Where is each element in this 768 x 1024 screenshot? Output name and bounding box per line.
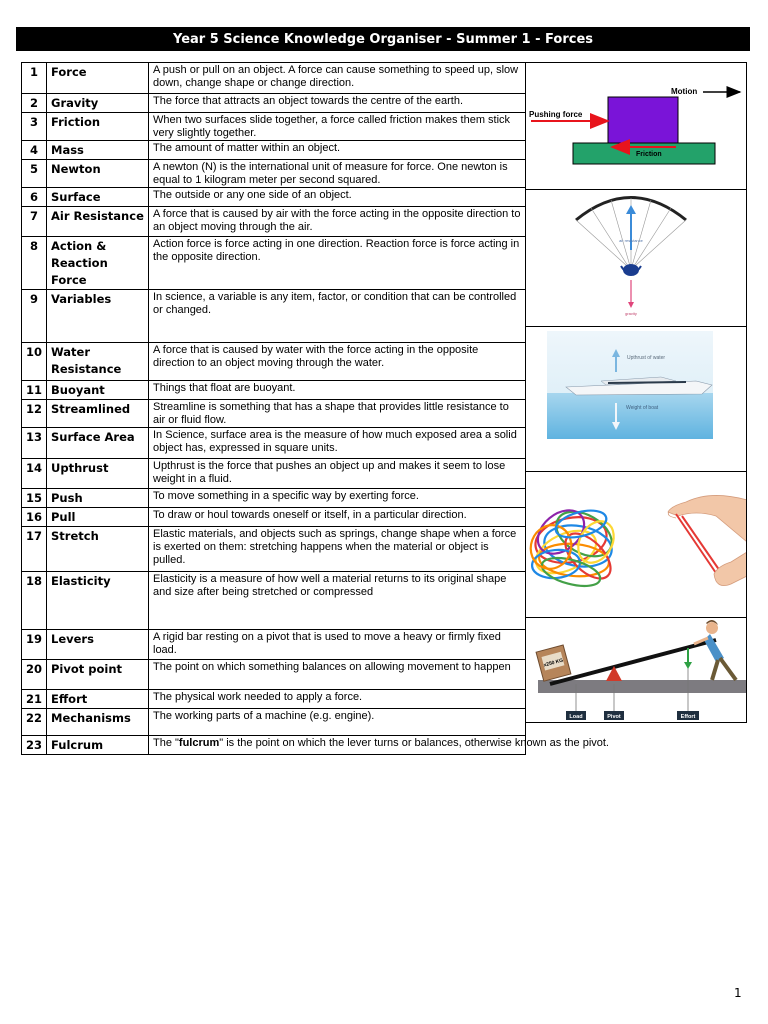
table-row: [22, 207, 526, 237]
row-definition: The point on which something balances on allowing movement to happen: [149, 660, 526, 690]
row-definition: Action force is force acting in one direction. Reaction force is force acting in the opposite direction.: [149, 237, 526, 290]
table-row: [22, 113, 526, 141]
row-number: 17: [22, 527, 47, 572]
row-definition: The outside or any one side of an object.: [149, 188, 526, 207]
row-number: 3: [22, 113, 47, 141]
vocabulary-rows: [22, 63, 526, 736]
row-definition: In science, a variable is any item, factor, or condition that can be controlled or changed.: [149, 290, 526, 343]
row-definition: Elastic materials, and objects such as springs, change shape when a force is exerted on them: stretching happens when the material or object is pulled.: [149, 527, 526, 572]
table-row: [22, 400, 526, 428]
row-definition: In Science, surface area is the measure of how much exposed area a solid object has, expressed in square units.: [149, 428, 526, 459]
row-term: Push: [47, 489, 149, 508]
load-label: Load: [569, 714, 583, 720]
pivot-label: Pivot: [607, 714, 621, 720]
person: [706, 622, 718, 634]
row-number: 19: [22, 630, 47, 660]
row-term: Mass: [47, 141, 149, 160]
row-definition: To move something in a specific way by exerting force.: [149, 489, 526, 508]
row-term: Air Resistance: [47, 207, 149, 237]
row-number: 12: [22, 400, 47, 428]
lever-diagram: [526, 617, 747, 723]
row-definition: Things that float are buoyant.: [149, 381, 526, 400]
row-number: 22: [22, 709, 47, 736]
row-definition: The working parts of a machine (e.g. engine).: [149, 709, 526, 736]
row-number: 6: [22, 188, 47, 207]
table-row: [22, 160, 526, 188]
pushing-force-label: Pushing force: [529, 110, 583, 119]
table-row: [22, 489, 526, 508]
row-definition: The amount of matter within an object.: [149, 141, 526, 160]
row-term: Levers: [47, 630, 149, 660]
elastic-bands-photo: [526, 471, 747, 618]
row-definition: When two surfaces slide together, a force called friction makes them stick very slightly together.: [149, 113, 526, 141]
pushed-block: [608, 97, 678, 143]
row-term: Action & Reaction Force: [47, 237, 149, 290]
table-row: [22, 343, 526, 381]
air-resistance-label: air resistance: [619, 238, 643, 243]
fulcrum-definition-keyword: fulcrum: [178, 737, 220, 749]
fulcrum-definition-start: The ": [153, 737, 179, 749]
boat-upthrust-diagram: [526, 326, 747, 472]
row-number: 23: [22, 736, 47, 755]
row-definition: [149, 736, 609, 755]
row-term: Surface: [47, 188, 149, 207]
row-definition: A force that is caused by water with the force acting in the opposite direction to an object moving through the water.: [149, 343, 526, 381]
table-row: [22, 709, 526, 736]
page-number: 1: [734, 986, 742, 1000]
row-number: 2: [22, 94, 47, 113]
row-number: 8: [22, 237, 47, 290]
row-term: Elasticity: [47, 572, 149, 630]
table-row: [22, 660, 526, 690]
row-term: Mechanisms: [47, 709, 149, 736]
row-term: Surface Area: [47, 428, 149, 459]
row-number: 7: [22, 207, 47, 237]
table-row: [22, 459, 526, 489]
rubber-bands-pile: [526, 501, 621, 591]
row-number: 11: [22, 381, 47, 400]
row-term: Effort: [47, 690, 149, 709]
upthrust-label: Upthrust of water: [627, 355, 666, 361]
row-term: Friction: [47, 113, 149, 141]
row-number: 4: [22, 141, 47, 160]
table-row: [22, 63, 526, 94]
other-fingers: [714, 552, 747, 586]
row-term: Gravity: [47, 94, 149, 113]
row-number: 15: [22, 489, 47, 508]
row-term: Pivot point: [47, 660, 149, 690]
row-term: Newton: [47, 160, 149, 188]
row-definition: The force that attracts an object towards the centre of the earth.: [149, 94, 526, 113]
table-row: [22, 94, 526, 113]
gravity-label: gravity: [625, 311, 637, 316]
table-row: [22, 188, 526, 207]
knowledge-organiser-table: [21, 62, 747, 752]
motion-label: Motion: [671, 87, 698, 96]
row-number: 9: [22, 290, 47, 343]
row-term: Upthrust: [47, 459, 149, 489]
row-number: 10: [22, 343, 47, 381]
row-term: Variables: [47, 290, 149, 343]
row-number: 1: [22, 63, 47, 94]
table-row-fulcrum: [22, 736, 526, 755]
table-row: [22, 508, 526, 527]
row-term: Streamlined: [47, 400, 149, 428]
row-definition: Streamline is something that has a shape that provides little resistance to air or fluid flow.: [149, 400, 526, 428]
row-definition: Elasticity is a measure of how well a material returns to its original shape and size after being stretched or compressed: [149, 572, 526, 630]
row-number: 18: [22, 572, 47, 630]
row-term: Force: [47, 63, 149, 94]
row-term: Buoyant: [47, 381, 149, 400]
table-row: [22, 428, 526, 459]
water: [547, 393, 713, 439]
fulcrum-definition-end: " is the point on which the lever turns or balances, otherwise known as the pivot.: [219, 737, 609, 749]
parachute-diagram: [526, 189, 747, 327]
effort-label: Effort: [680, 714, 696, 720]
row-number: 5: [22, 160, 47, 188]
row-number: 14: [22, 459, 47, 489]
table-row: [22, 290, 526, 343]
page-title: Year 5 Science Knowledge Organiser - Summer 1 - Forces: [16, 27, 750, 51]
row-term: Water Resistance: [47, 343, 149, 381]
row-number: 13: [22, 428, 47, 459]
row-definition: A force that is caused by air with the force acting in the opposite direction to an object moving through the air.: [149, 207, 526, 237]
row-number: 16: [22, 508, 47, 527]
table-row: [22, 381, 526, 400]
row-term: Pull: [47, 508, 149, 527]
row-definition: To draw or houl towards oneself or itself, in a particular direction.: [149, 508, 526, 527]
table-row: [22, 527, 526, 572]
row-definition: Upthrust is the force that pushes an object up and makes it seem to lose weight in a fluid.: [149, 459, 526, 489]
row-definition: A rigid bar resting on a pivot that is used to move a heavy or firmly fixed load.: [149, 630, 526, 660]
table-row: [22, 141, 526, 160]
row-term: Stretch: [47, 527, 149, 572]
friction-diagram: [526, 62, 747, 190]
weight-label: Weight of boat: [626, 405, 659, 411]
table-row: [22, 630, 526, 660]
row-term: Fulcrum: [47, 736, 149, 755]
row-definition: A push or pull on an object. A force can cause something to speed up, slow down, change shape or change direction.: [149, 63, 526, 94]
row-number: 20: [22, 660, 47, 690]
ground: [538, 680, 746, 693]
friction-label: Friction: [636, 151, 662, 158]
stretched-band: [682, 516, 722, 574]
load-weight-label: x250 KG: [543, 657, 564, 669]
table-row: [22, 572, 526, 630]
row-definition: A newton (N) is the international unit of measure for force. One newton is equal to 1 kilogram meter per second squared.: [149, 160, 526, 188]
row-definition: The physical work needed to apply a force.: [149, 690, 526, 709]
table-row: [22, 237, 526, 290]
row-number: 21: [22, 690, 47, 709]
table-row: [22, 690, 526, 709]
